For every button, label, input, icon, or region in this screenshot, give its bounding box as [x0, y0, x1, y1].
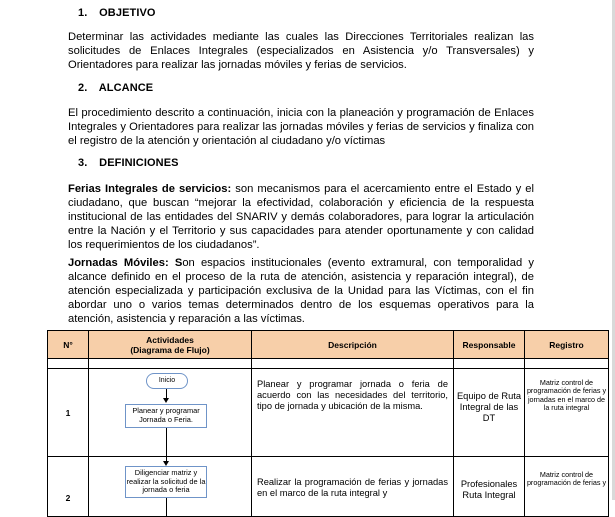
header-activities: Actividades (Diagrama de Flujo) [89, 331, 252, 359]
definition-term: Ferias Integrales de servicios: [68, 183, 232, 195]
table-row [48, 369, 609, 457]
definition-term: Jornadas Móviles: S [68, 257, 183, 269]
header-description: Descripción [252, 331, 454, 359]
row-number: 2 [48, 457, 89, 517]
flow-start-terminal: Inicio [146, 373, 188, 389]
row-responsible: Profesionales Ruta Integral [454, 457, 525, 517]
section-heading-objetivo: 1. OBJETIVO [78, 7, 156, 19]
flowchart-cell [89, 369, 252, 457]
header-record: Registro [525, 331, 609, 359]
row-number: 1 [48, 369, 89, 457]
flow-connector [166, 498, 167, 517]
header-num: N° [48, 331, 89, 359]
table-row [48, 457, 609, 517]
definition-text: son mecanismos para el acercamiento entre el Estado y el ciudadano, que buscan “mejorar la efectividad, colaboración y eficiencia de la respuesta institucional de las entidades del SNARIV y demás colaboradores, para lograr la articulación entre la Nación y el Territorio y sus capacidades para atender oportunamente y con calidad los requerimientos de los ciudadanos”. [68, 183, 534, 251]
row-description: Realizar la programación de ferias y jornadas en el marco de la ruta integral y [252, 457, 454, 517]
flow-arrow-icon [163, 398, 169, 403]
row-record: Matriz control de programación de ferias y [525, 457, 609, 517]
definition-jornadas [68, 256, 534, 326]
flow-process-box: Diligenciar matriz y realizar la solicitud de la jornada o feria [125, 466, 207, 498]
objetivo-paragraph: Determinar las actividades mediante las cuales las Direcciones Territoriales realizan las solicitudes de Enlaces Integrales (especializados en Asistencia y/o Transversales) y Orientadores para realizar las jornadas móviles y ferias de servicios. [68, 31, 534, 71]
row-record: Matriz control de programación de ferias y jornadas en el marco de la ruta integral [525, 369, 609, 457]
table-spacer-row [48, 359, 609, 369]
definition-ferias [68, 182, 534, 252]
header-responsible: Responsable [454, 331, 525, 359]
row-description: Planear y programar jornada o feria de acuerdo con las necesidades del territorio, tipo de jornada y ubicación de la misma. [252, 369, 454, 457]
flow-connector [166, 428, 167, 457]
section-heading-definiciones: 3. DEFINICIONES [78, 157, 179, 169]
flow-process-box: Planear y programar Jornada o Feria. [125, 404, 207, 428]
table-header-row [48, 331, 609, 359]
row-responsible: Equipo de Ruta Integral de las DT [454, 369, 525, 457]
activities-table [47, 330, 609, 517]
flowchart-cell [89, 457, 252, 517]
alcance-paragraph: El procedimiento descrito a continuación, inicia con la planeación y programación de Enlaces Integrales y Orientadores para realizar las jornadas móviles y ferias de servicios y finaliza con el registro de la atención y orientación al ciudadano y/o víctimas [68, 107, 534, 147]
definition-text: on espacios institucionales (evento extramural, con temporalidad y alcance definido en el proceso de la ruta de atención, asistencia y reparación integral), de atención especializada y participación exclusiva de la Unidad para las Víctimas, con el fin abordar uno o varios temas determinados dentro de los esquemas operativos para la atención, asistencia y reparación a las víctimas. [68, 257, 534, 325]
section-heading-alcance: 2. ALCANCE [78, 82, 154, 94]
